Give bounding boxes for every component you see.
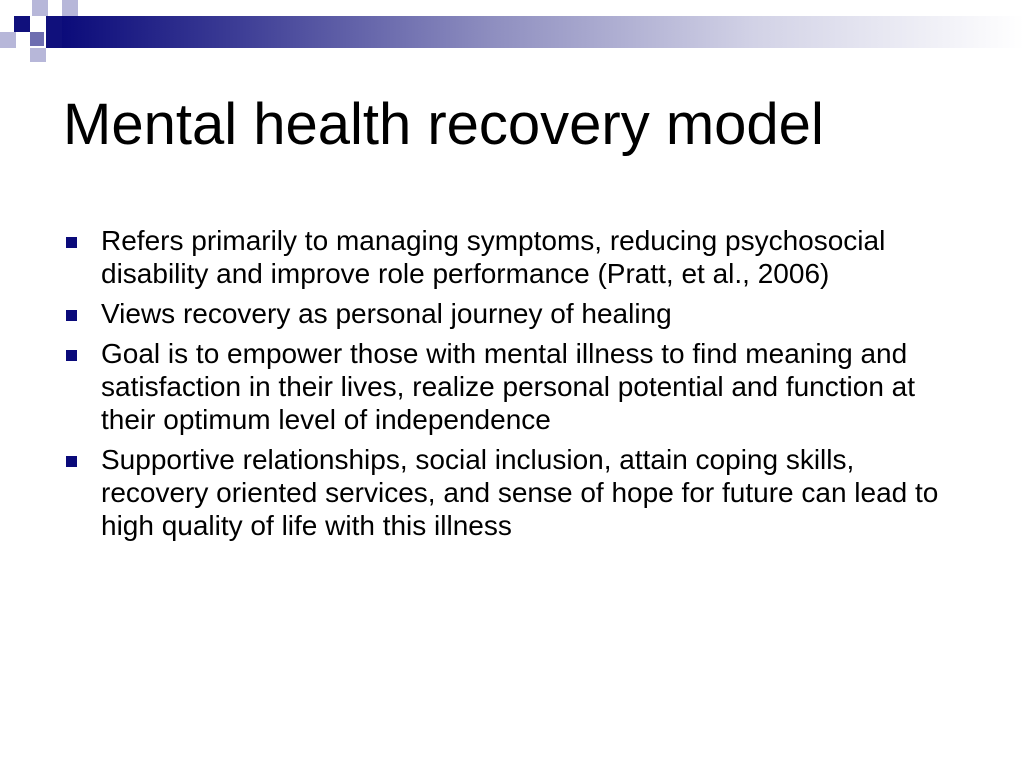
bullet-list — [63, 224, 963, 549]
bullet-text: Refers primarily to managing symptoms, reducing psychosocial disability and improve role performance (Pratt, et al., 2006) — [101, 225, 886, 289]
decor-square-icon — [32, 0, 48, 16]
list-item — [63, 443, 963, 542]
decor-square-icon — [14, 16, 30, 32]
square-bullet-icon — [66, 237, 77, 248]
header-gradient-band — [62, 16, 1024, 48]
list-item — [63, 337, 963, 436]
list-item — [63, 224, 963, 290]
square-bullet-icon — [66, 456, 77, 467]
decor-square-icon — [30, 48, 46, 62]
list-item — [63, 297, 963, 330]
square-bullet-icon — [66, 310, 77, 321]
decor-square-icon — [30, 32, 44, 46]
square-bullet-icon — [66, 350, 77, 361]
slide-title: Mental health recovery model — [63, 92, 824, 157]
bullet-text: Views recovery as personal journey of healing — [101, 298, 672, 329]
bullet-text: Supportive relationships, social inclusion, attain coping skills, recovery oriented services, and sense of hope for future can lead to high quality of life with this illness — [101, 444, 939, 541]
decor-square-icon — [46, 16, 62, 48]
decor-square-icon — [0, 32, 16, 48]
bullet-text: Goal is to empower those with mental illness to find meaning and satisfaction in their lives, realize personal potential and function at their optimum level of independence — [101, 338, 916, 435]
decor-square-icon — [62, 0, 78, 16]
